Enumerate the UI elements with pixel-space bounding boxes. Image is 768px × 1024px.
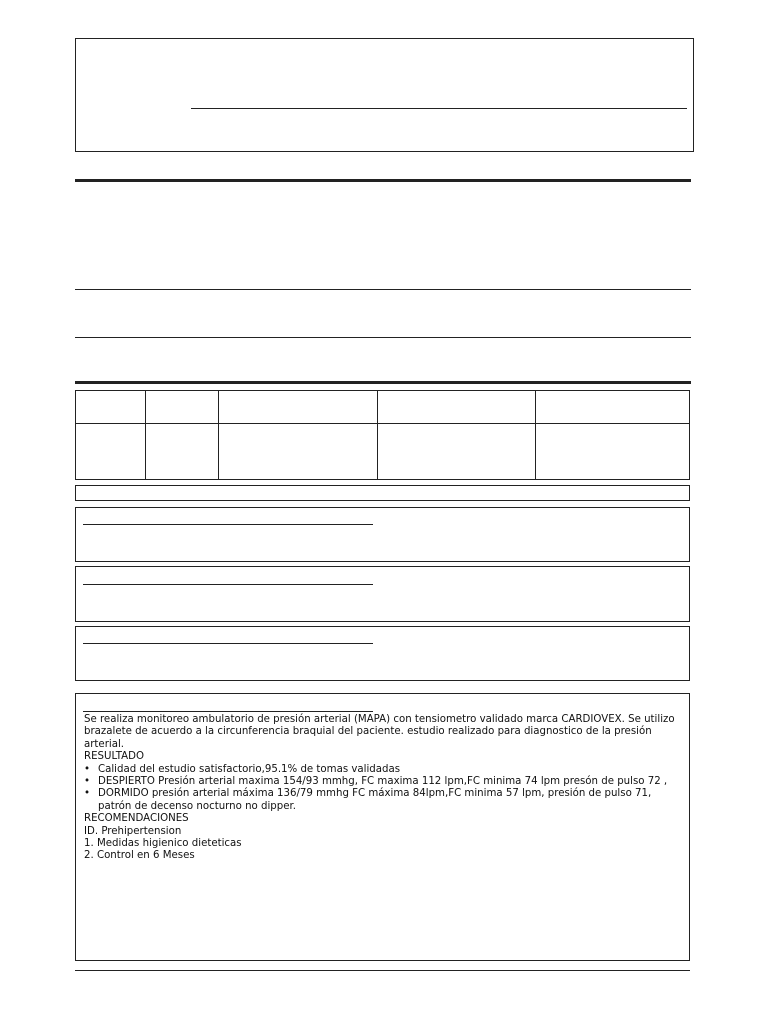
section-box-3 [75, 626, 690, 681]
section-box-2 [75, 566, 690, 622]
section-3-title-line [83, 643, 373, 644]
report-title-line [83, 711, 373, 712]
recommendation-item: ID. Prehipertension [84, 825, 182, 837]
table-header-divider [76, 423, 689, 424]
result-item-asleep [84, 788, 684, 813]
result-heading: RESULTADO [84, 751, 144, 763]
section-1-title-line [83, 524, 373, 525]
recommendation-item: 1. Medidas higienico dieteticas [84, 838, 242, 850]
bullet-dot: • [84, 788, 91, 800]
result-item-text: DESPIERTO Presión arterial maxima 154/93 mmhg, FC maxima 112 lpm,FC minima 74 lpm presón de pulso 72 , [98, 776, 668, 788]
strip-box [75, 485, 690, 501]
header-box [75, 38, 694, 152]
footer-line [75, 970, 690, 971]
result-item-text: Calidad del estudio satisfactorio,95.1% de tomas validadas [98, 763, 401, 775]
info-line-2 [75, 337, 691, 338]
table-column-divider-3 [377, 391, 378, 479]
bullet-dot: • [84, 776, 91, 788]
data-table [75, 390, 690, 480]
table-column-divider-1 [145, 391, 146, 479]
info-line-1 [75, 289, 691, 290]
thick-divider-top [75, 179, 691, 182]
result-item-text: DORMIDO presión arterial máxima 136/79 mmhg FC máxima 84lpm,FC minima 57 lpm, presión de pulso 71, patrón de decenso nocturno no dipper. [98, 788, 652, 812]
section-box-1 [75, 507, 690, 562]
section-2-title-line [83, 584, 373, 585]
report-text [84, 714, 684, 863]
table-column-divider-2 [218, 391, 219, 479]
header-signature-line [191, 108, 687, 109]
bullet-dot: • [84, 763, 91, 775]
thick-divider-mid [75, 381, 691, 384]
result-item-quality [84, 764, 684, 776]
recommendation-item: 2. Control en 6 Meses [84, 850, 195, 862]
table-column-divider-4 [535, 391, 536, 479]
recommendations-heading: RECOMENDACIONES [84, 813, 189, 825]
result-item-awake [84, 776, 684, 788]
report-intro: Se realiza monitoreo ambulatorio de presión arterial (MAPA) con tensiometro validado marca CARDIOVEX. Se utilizo brazalete de acuerdo a la circunferencia braquial del paciente. estudio realizado para diagnostico de la presión arterial. [84, 714, 675, 750]
